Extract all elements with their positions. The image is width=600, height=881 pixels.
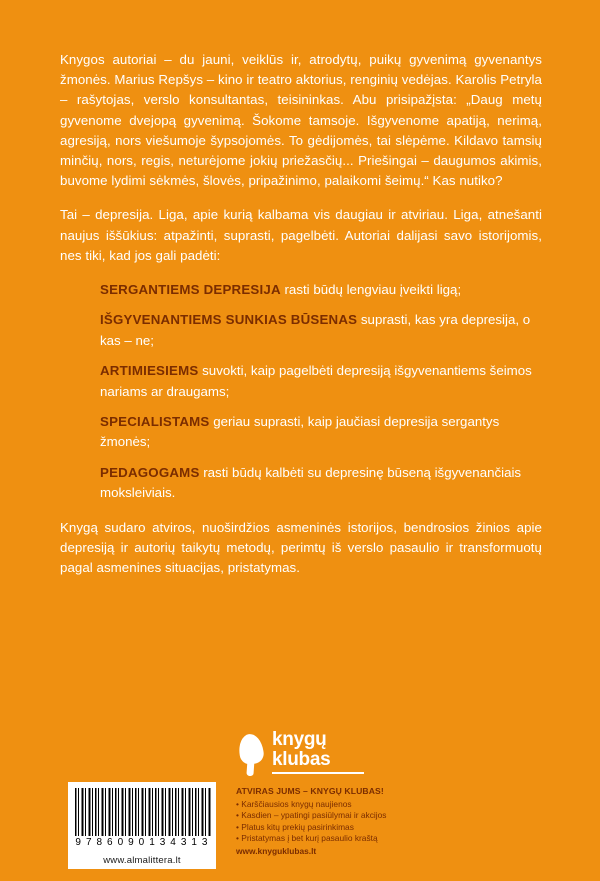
intro-paragraph-1: Knygos autoriai – du jauni, veiklūs ir, atrodytų, puikų gyvenimą gyvenantys žmonės. Marius Repšys – kino ir teatro aktorius, renginių vedėjas. Karolis Petryla – rašytojas, verslo konsultantas, teisininkas. Abu prisipažįsta: „Daug metų gyvenome dvejopą gyvenimą. Šokome tamsoje. Išgyvenome apatiją, nerimą, agresiją, nors viešumoje šypsojomės. To gėdijomės, tai slėpėme. Kildavo tamsių minčių, nors, regis, neturėjome jokių priežasčių... Priešingai – daugumos akimis, buvome lydimi sėkmės, šlovės, pripažinimo, palaikomi šeimų.“ Kas nutiko? xyxy=(60,52,542,189)
audience-key: SERGANTIEMS DEPRESIJA xyxy=(100,282,281,298)
audience-text: rasti būdų kalbėti su depresinę būseną išgyvenančiais moksleiviais. xyxy=(100,464,522,501)
audience-text: suvokti, kaip pagelbėti depresiją išgyvenantiems šeimos nariams ar draugams; xyxy=(100,363,532,399)
logo-wordmark xyxy=(272,730,364,776)
list-item xyxy=(60,412,542,453)
barcode-block xyxy=(68,782,228,869)
list-item xyxy=(60,310,542,351)
logo-line-1: knygų xyxy=(272,729,327,750)
audience-text: suprasti, kas yra depresija, o kas – ne; xyxy=(100,312,531,348)
audience-key: ARTIMIESIEMS xyxy=(100,363,199,379)
audience-key: SPECIALISTAMS xyxy=(100,414,210,430)
list-item: • Platus kitų prekių pasirinkimas xyxy=(236,821,354,832)
list-item: • Karščiausios knygų naujienos xyxy=(236,799,352,809)
club-title: ATVIRAS JUMS – KNYGŲ KLUBAS! xyxy=(236,786,384,796)
book-club-area xyxy=(236,729,536,856)
audience-key: PEDAGOGAMS xyxy=(100,464,200,480)
list-item xyxy=(60,280,542,300)
knygu-klubas-logo xyxy=(236,729,536,776)
barcode-digits: 9 7 8 6 0 9 0 1 3 4 3 1 3 xyxy=(75,837,209,848)
leaf-drop-icon xyxy=(236,734,266,776)
list-item: • Pristatymas į bet kurį pasaulio kraštą xyxy=(236,833,378,844)
audience-list xyxy=(60,280,542,504)
barcode-frame xyxy=(68,782,216,852)
audience-key: IŠGYVENANTIEMS SUNKIAS BŪSENAS xyxy=(100,312,358,328)
publisher-url: www.almalittera.lt xyxy=(68,852,216,869)
logo-line-2: klubas xyxy=(272,749,331,770)
closing-paragraph: Knygą sudaro atviros, nuoširdžios asmeninės istorijos, bendrosios žinios apie depresiją ir autorių taikytų metodų, perimtų iš verslo pasaulio ir transformuotų pagal asmenines situacijas, pristatymas. xyxy=(60,519,542,576)
list-item xyxy=(60,463,542,504)
list-item xyxy=(60,361,542,402)
club-url: www.knyguklubas.lt xyxy=(236,845,317,856)
logo-underline xyxy=(272,772,364,774)
intro-paragraph-2: Tai – depresija. Liga, apie kurią kalbama vis daugiau ir atviriau. Liga, atnešanti naujus iššūkius: atpažinti, suprasti, pagelbėti. Autoriai dalijasi savo istorijomis, nes tiki, kad jos gali padėti: xyxy=(60,207,542,263)
audience-text: rasti būdų lengviau įveikti ligą; xyxy=(284,282,462,298)
audience-text: geriau suprasti, kaip jaučiasi depresija sergantys žmonės; xyxy=(100,414,500,450)
barcode-bars-icon xyxy=(75,788,211,836)
club-benefits-list xyxy=(236,799,536,845)
list-item: • Kasdien – ypatingi pasiūlymai ir akcijos xyxy=(236,810,387,821)
back-cover-text xyxy=(60,50,542,578)
